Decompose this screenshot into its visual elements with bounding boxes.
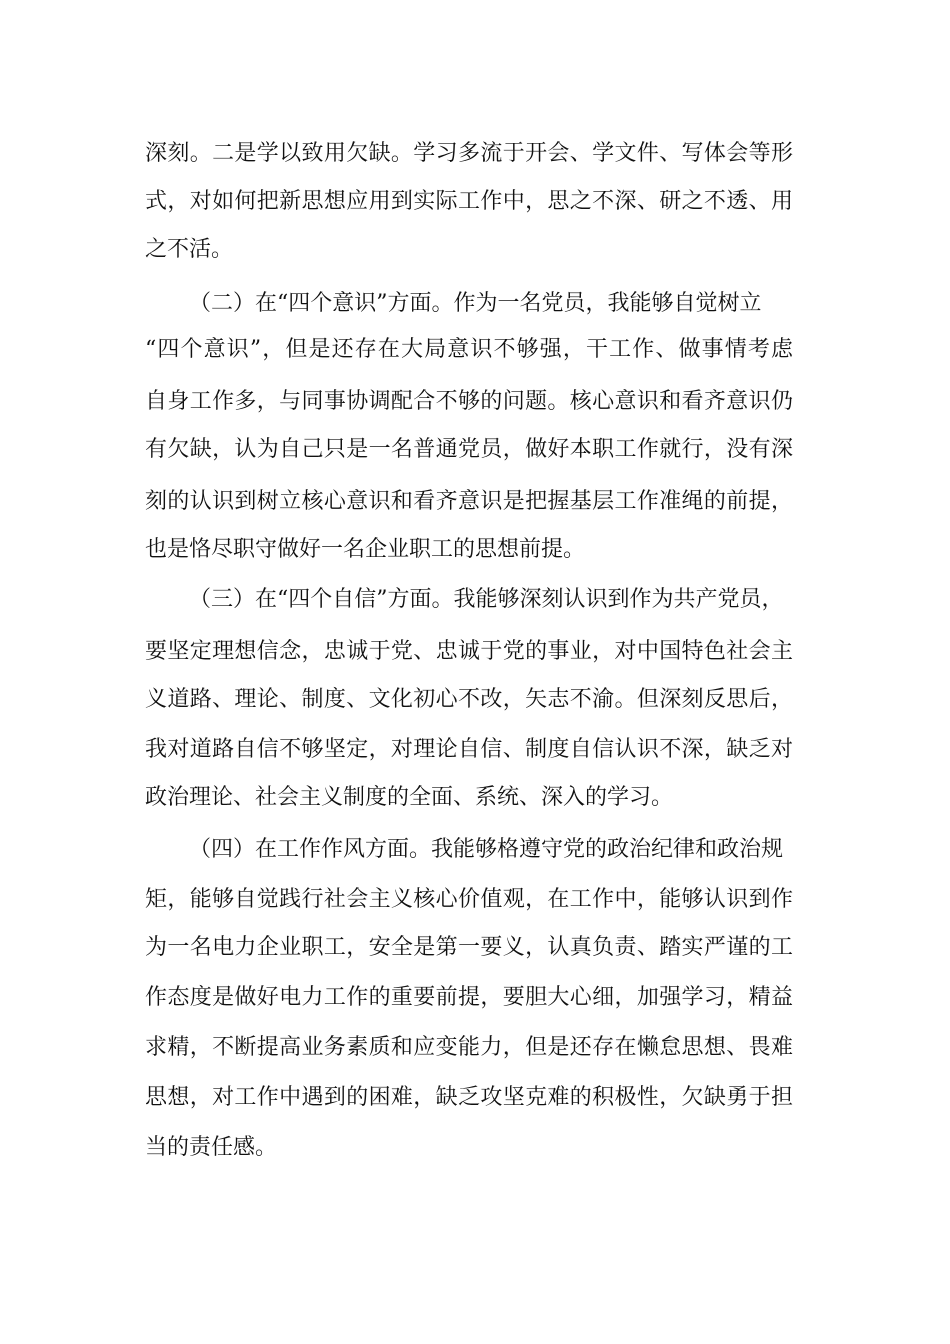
text-line: 义道路、理论、制度、文化初心不改，矢志不渝。但深刻反思后， [145, 687, 793, 712]
text-line: “四个意识”，但是还存在大局意识不够强，干工作、做事情考虑 [145, 337, 793, 362]
text-line: 政治理论、社会主义制度的全面、系统、深入的学习。 [145, 785, 674, 810]
text-line: 作态度是做好电力工作的重要前提，要胆大心细，加强学习，精益 [145, 985, 793, 1010]
text-line: 式，对如何把新思想应用到实际工作中，思之不深、研之不透、用 [145, 189, 793, 214]
text-line: 要坚定理想信念，忠诚于党、忠诚于党的事业，对中国特色社会主 [145, 639, 793, 664]
text-line: 刻的认识到树立核心意识和看齐意识是把握基层工作准绳的前提， [145, 489, 793, 514]
text-line: 深刻。二是学以致用欠缺。学习多流于开会、学文件、写体会等形 [145, 141, 793, 166]
paragraph-heading-line: （二）在“四个意识”方面。作为一名党员，我能够自觉树立 [189, 291, 762, 316]
text-line: 当的责任感。 [145, 1135, 278, 1160]
text-line: 自身工作多，与同事协调配合不够的问题。核心意识和看齐意识仍 [145, 389, 793, 414]
text-line: 为一名电力企业职工，安全是第一要义，认真负责、踏实严谨的工 [145, 935, 793, 960]
text-line: 有欠缺，认为自己只是一名普通党员，做好本职工作就行，没有深 [145, 437, 793, 462]
text-line: 也是恪尽职守做好一名企业职工的思想前提。 [145, 537, 586, 562]
text-line: 求精，不断提高业务素质和应变能力，但是还存在懒怠思想、畏难 [145, 1035, 793, 1060]
text-line: 我对道路自信不够坚定，对理论自信、制度自信认识不深，缺乏对 [145, 737, 793, 762]
text-line: 之不活。 [145, 237, 234, 262]
paragraph-heading-line: （三）在“四个自信”方面。我能够深刻认识到作为共产党员， [189, 587, 784, 612]
text-line: 矩，能够自觉践行社会主义核心价值观，在工作中，能够认识到作 [145, 887, 793, 912]
paragraph-heading-line: （四）在工作作风方面。我能够格遵守党的政治纪律和政治规 [189, 837, 784, 862]
text-line: 思想，对工作中遇到的困难，缺乏攻坚克难的积极性，欠缺勇于担 [145, 1085, 793, 1110]
